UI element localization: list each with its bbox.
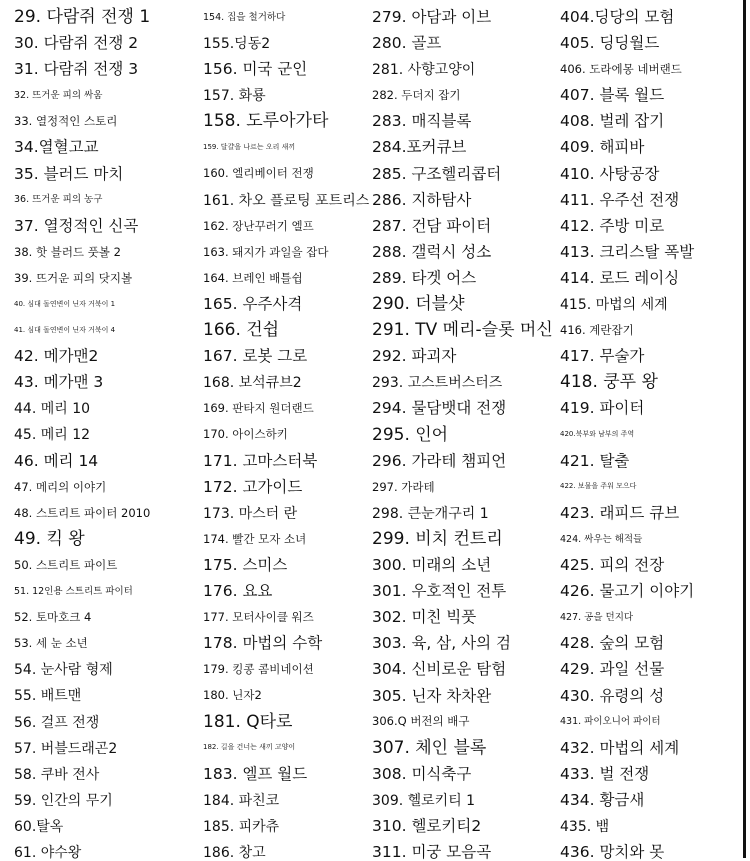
game-list-item: 39. 뜨거운 피의 닷지볼 (14, 270, 133, 285)
game-list-item: 310. 헬로키티2 (372, 817, 482, 835)
game-list-item: 60.탈옥 (14, 818, 64, 835)
game-list-item: 300. 미래의 소년 (372, 556, 492, 574)
game-list-item: 34.열혈고교 (14, 138, 99, 157)
game-list-item: 417. 무술가 (560, 347, 645, 366)
game-list-item: 305. 닌자 차차완 (372, 686, 492, 705)
game-list-item: 185. 피카츄 (203, 818, 280, 835)
game-list-item: 172. 고가이드 (203, 477, 303, 496)
game-list-item: 169. 판타지 원더랜드 (203, 401, 314, 416)
game-list-item: 42. 메가맨2 (14, 347, 99, 366)
game-list-item: 175. 스미스 (203, 556, 288, 574)
game-list-item: 304. 신비로운 탐험 (372, 660, 507, 679)
game-list-item: 161. 차오 플로팅 포트리스 (203, 192, 370, 209)
game-list-item: 162. 장난꾸러기 엘프 (203, 218, 314, 233)
game-list-item: 52. 토마호크 4 (14, 610, 92, 624)
game-list-item: 159. 달걀을 나르는 오리 새끼 (203, 143, 296, 151)
game-list-item: 432. 마법의 세계 (560, 738, 680, 757)
game-list-item: 46. 메리 14 (14, 451, 99, 470)
game-list-item: 292. 파괴자 (372, 347, 457, 366)
game-list-item: 281. 사향고양이 (372, 62, 476, 78)
game-list-item: 43. 메가맨 3 (14, 373, 104, 392)
game-list-item: 54. 눈사람 형제 (14, 662, 113, 679)
game-list-item: 424. 싸우는 해적들 (560, 533, 643, 545)
game-list-item: 177. 모터사이클 워즈 (203, 610, 314, 624)
game-list-item: 164. 브레인 배틀쉽 (203, 270, 303, 285)
game-list-item: 30. 다람쥐 전쟁 2 (14, 34, 139, 52)
game-list-item: 414. 로드 레이싱 (560, 268, 680, 287)
game-list-item: 294. 물담뱃대 전쟁 (372, 399, 507, 418)
game-list-item: 184. 파친코 (203, 792, 280, 809)
game-list-item: 430. 유령의 성 (560, 686, 665, 705)
game-list-item: 170. 아이스하키 (203, 427, 288, 442)
game-list-item: 186. 창고 (203, 845, 266, 861)
game-list-item: 49. 킥 왕 (14, 529, 85, 549)
game-list-item: 173. 마스터 란 (203, 505, 298, 522)
game-list-item: 47. 메리의 이야기 (14, 479, 107, 494)
game-list-item: 44. 메리 10 (14, 401, 91, 418)
game-list-item: 291. TV 메리-슬롯 머신 (372, 320, 553, 341)
game-list-item: 422. 보물을 주워 모으다 (560, 482, 637, 491)
game-list-item: 285. 구조헬리콥터 (372, 164, 502, 183)
game-list-item: 38. 핫 블러드 풋볼 2 (14, 244, 121, 259)
game-list-item: 61. 야수왕 (14, 845, 82, 861)
game-list-item: 407. 블록 월드 (560, 86, 665, 105)
game-list-item: 33. 열정적인 스토리 (14, 114, 118, 129)
game-list-item: 297. 가라테 (372, 479, 435, 494)
game-list-item: 283. 매직블록 (372, 112, 472, 131)
game-list-item: 32. 뜨거운 피의 싸움 (14, 89, 103, 101)
game-list-item: 311. 미궁 모음곡 (372, 843, 492, 861)
game-list-item: 411. 우주선 전쟁 (560, 190, 680, 209)
game-list-item: 301. 우호적인 전투 (372, 582, 507, 601)
game-list-item: 36. 뜨거운 피의 농구 (14, 194, 103, 206)
game-list-item: 280. 골프 (372, 34, 442, 52)
game-list-item: 53. 세 눈 소년 (14, 636, 88, 651)
game-list-item: 427. 공을 던지다 (560, 611, 634, 623)
game-list-item: 156. 미국 군인 (203, 60, 308, 79)
game-list-item: 31. 다람쥐 전쟁 3 (14, 60, 139, 79)
game-list-item: 51. 12인용 스트리트 파이터 (14, 585, 133, 597)
game-list-item: 302. 미친 빅풋 (372, 608, 477, 627)
game-list-item: 180. 닌자2 (203, 688, 262, 703)
game-list-item: 154. 집을 철거하다 (203, 11, 286, 23)
game-list-item: 299. 비치 컨트리 (372, 529, 503, 549)
game-list-item: 287. 건담 파이터 (372, 216, 492, 235)
game-list-item: 59. 인간의 무기 (14, 792, 113, 809)
game-list-item: 286. 지하탐사 (372, 190, 472, 209)
game-list-item: 421. 탈출 (560, 451, 630, 470)
game-list-item: 404.딩당의 모험 (560, 7, 675, 26)
game-list-item: 298. 큰눈개구리 1 (372, 505, 489, 522)
game-list-item: 165. 우주사격 (203, 295, 303, 313)
game-list-item: 279. 아담과 이브 (372, 7, 492, 26)
game-list-item: 434. 황금새 (560, 790, 645, 809)
game-list-item: 423. 래피드 큐브 (560, 503, 680, 522)
game-list-item: 293. 고스트버스터즈 (372, 375, 503, 392)
game-list-item: 307. 체인 블록 (372, 737, 487, 758)
game-list-item: 179. 킹콩 콤비네이션 (203, 662, 314, 677)
game-list-item: 435. 뱀 (560, 818, 610, 835)
game-list-item: 29. 다람쥐 전쟁 1 (14, 7, 151, 27)
game-list-item: 41. 심대 돌연변이 닌자 거북이 4 (14, 325, 116, 334)
game-list-item: 406. 도라에몽 네버랜드 (560, 61, 682, 76)
game-list-item: 410. 사탕공장 (560, 164, 660, 183)
game-list-item: 290. 더블샷 (372, 294, 465, 315)
game-list-item: 419. 파이터 (560, 399, 645, 418)
game-list-item: 436. 망치와 못 (560, 843, 665, 861)
game-list-item: 415. 마법의 세계 (560, 296, 668, 313)
game-list-item: 433. 벌 전쟁 (560, 764, 650, 783)
game-list-item: 306.Q 버전의 배구 (372, 714, 470, 729)
game-list-item: 418. 쿵푸 왕 (560, 372, 658, 393)
game-list-item: 409. 해피바 (560, 138, 645, 157)
game-list-item: 288. 갤럭시 성소 (372, 242, 492, 261)
game-list-item: 412. 주방 미로 (560, 216, 665, 235)
game-list-item: 429. 과일 선물 (560, 660, 665, 679)
game-list-item: 155.딩동2 (203, 35, 271, 52)
game-list-item: 309. 헬로키티 1 (372, 792, 476, 809)
game-list-item: 408. 벌레 잡기 (560, 112, 665, 131)
game-list-item: 425. 피의 전장 (560, 556, 665, 574)
game-list-item: 183. 엘프 월드 (203, 764, 308, 783)
game-list-item: 167. 로봇 그로 (203, 347, 308, 366)
game-list-item: 168. 보석큐브2 (203, 375, 302, 392)
game-list-item: 405. 딩딩월드 (560, 34, 660, 52)
game-list-item: 182. 길을 건너는 새끼 고양이 (203, 743, 296, 752)
game-list-item: 295. 인어 (372, 424, 449, 445)
game-list-item: 166. 건쉽 (203, 320, 280, 341)
game-list-item: 416. 계란잡기 (560, 322, 634, 337)
game-list-item: 431. 파이오니어 파이터 (560, 716, 661, 728)
game-list-item: 37. 열정적인 신곡 (14, 216, 139, 235)
game-list-item: 158. 도루아가타 (203, 111, 329, 132)
game-list-item: 420.북부와 남부의 주역 (560, 430, 635, 439)
game-list-item: 160. 엘리베이터 전쟁 (203, 166, 314, 181)
game-list-item: 45. 메리 12 (14, 427, 91, 444)
game-list-item: 303. 육, 삼, 사의 검 (372, 634, 511, 653)
game-list-item: 35. 블러드 마치 (14, 164, 124, 183)
game-list-item: 58. 쿠바 전사 (14, 766, 100, 783)
game-list-item: 178. 마법의 수학 (203, 634, 323, 653)
game-list-item: 40. 심대 돌연변이 닌자 거북이 1 (14, 299, 116, 308)
game-list-item: 50. 스트리트 파이트 (14, 557, 118, 572)
game-list-item: 57. 버블드래곤2 (14, 740, 118, 757)
game-list-item: 181. Q타로 (203, 711, 293, 732)
game-list-item: 171. 고마스터북 (203, 451, 318, 470)
game-list-item: 428. 숲의 모험 (560, 634, 665, 653)
game-list-item: 157. 화룡 (203, 88, 266, 105)
game-list-item: 174. 빨간 모자 소녀 (203, 531, 307, 546)
game-list-item: 308. 미식축구 (372, 764, 472, 783)
game-list-item: 413. 크리스탈 폭발 (560, 242, 695, 261)
game-list-item: 176. 요요 (203, 582, 273, 601)
game-list-item: 55. 배트맨 (14, 688, 82, 705)
game-list-item: 289. 타겟 어스 (372, 268, 477, 287)
game-list-item: 296. 가라테 챔피언 (372, 451, 507, 470)
game-list-item: 282. 두더지 잡기 (372, 88, 461, 102)
game-list-item: 426. 물고기 이야기 (560, 582, 695, 601)
game-list-item: 163. 돼지가 과일을 잡다 (203, 244, 329, 259)
game-list-item: 56. 걸프 전쟁 (14, 714, 100, 731)
game-list-item: 284.포커큐브 (372, 138, 467, 157)
game-list-item: 48. 스트리트 파이터 2010 (14, 505, 151, 520)
